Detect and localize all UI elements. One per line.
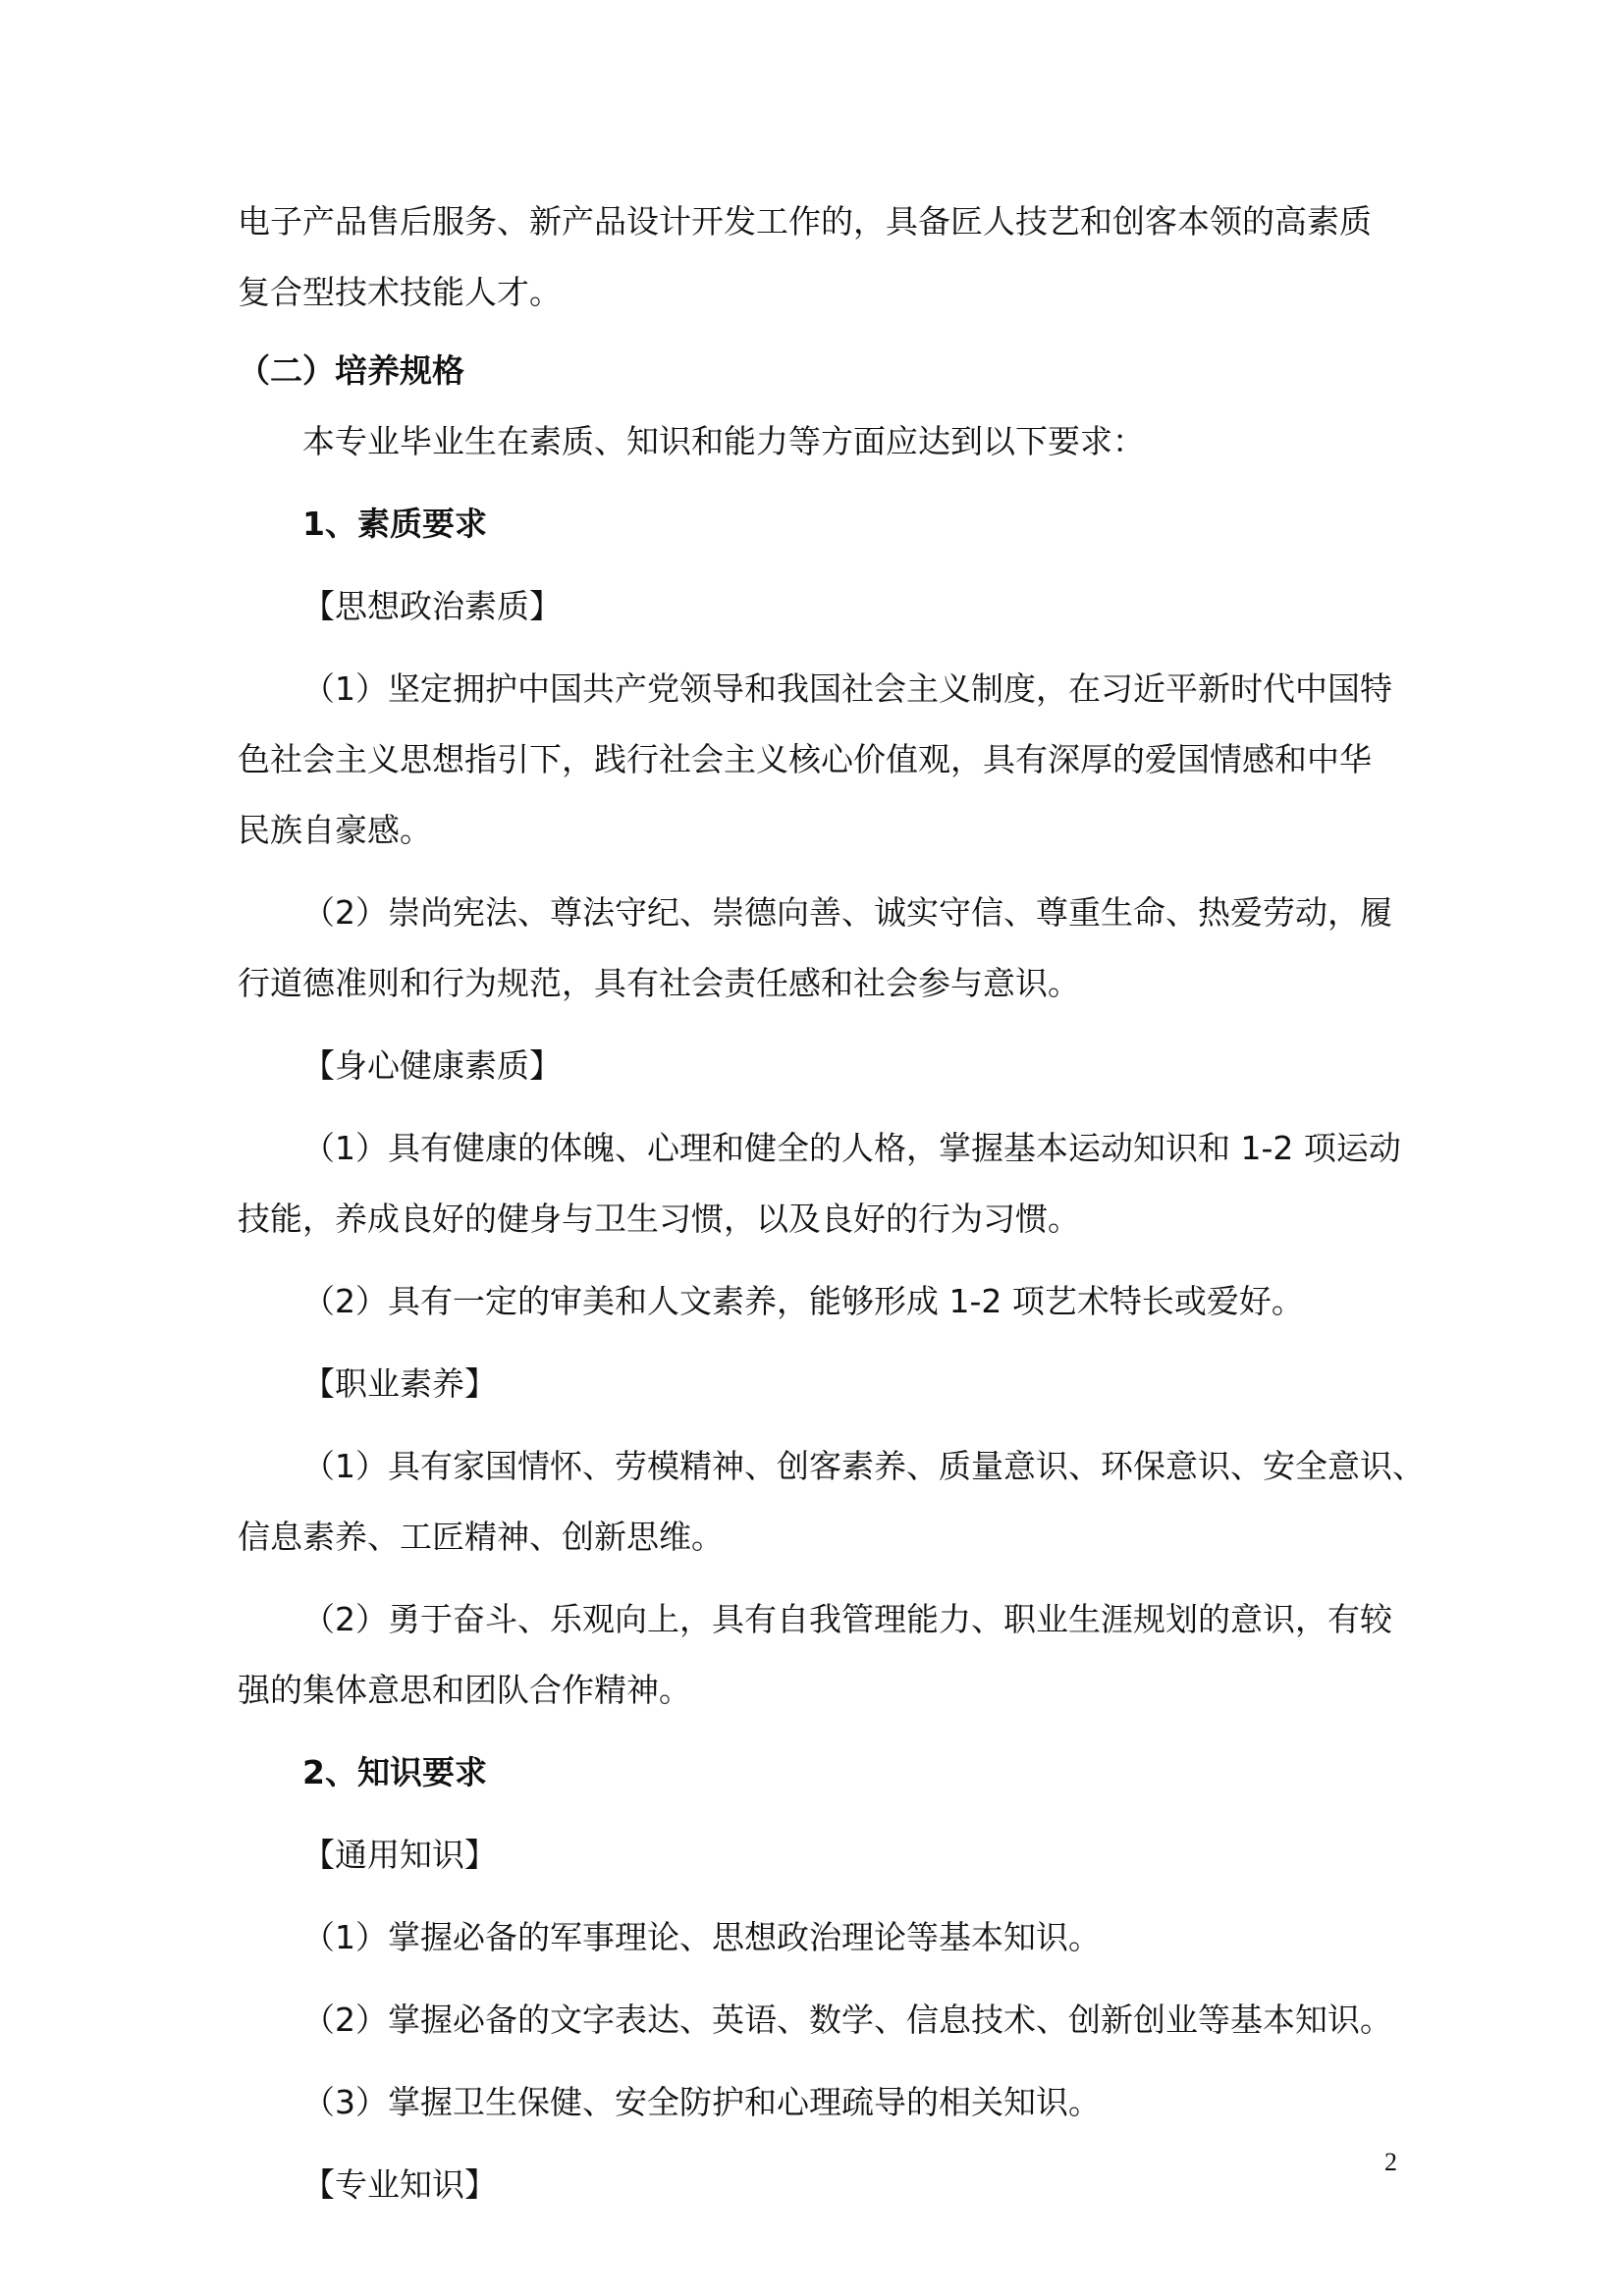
paragraph-line: （2）掌握必备的文字表达、英语、数学、信息技术、创新创业等基本知识。 <box>302 2001 1392 2039</box>
paragraph-line: 信息素养、工匠精神、创新思维。 <box>238 1518 724 1556</box>
paragraph-line: （1）坚定拥护中国共产党领导和我国社会主义制度，在习近平新时代中国特 <box>302 669 1392 708</box>
paragraph-line: 本专业毕业生在素质、知识和能力等方面应达到以下要求： <box>302 422 1145 460</box>
paragraph-line: 色社会主义思想指引下，践行社会主义核心价值观，具有深厚的爱国情感和中华 <box>238 740 1372 778</box>
paragraph-line: 民族自豪感。 <box>238 811 432 849</box>
paragraph-line: （1）具有健康的体魄、心理和健全的人格，掌握基本运动知识和 1-2 项运动 <box>302 1129 1401 1167</box>
category-label: 【专业知识】 <box>302 2165 497 2204</box>
category-label: 【身心健康素质】 <box>302 1046 562 1085</box>
category-label: 【思想政治素质】 <box>302 587 562 625</box>
document-body <box>238 187 1425 2220</box>
subsection-heading: 1、素质要求 <box>302 505 487 543</box>
page-number: 2 <box>1384 2148 1397 2176</box>
paragraph-line: 强的集体意思和团队合作精神。 <box>238 1671 691 1709</box>
paragraph-line: （2）具有一定的审美和人文素养，能够形成 1-2 项艺术特长或爱好。 <box>302 1282 1304 1320</box>
paragraph-line: 行道德准则和行为规范，具有社会责任感和社会参与意识。 <box>238 964 1080 1002</box>
section-heading: （二）培养规格 <box>238 351 464 390</box>
paragraph-line: （2）勇于奋斗、乐观向上，具有自我管理能力、职业生涯规划的意识，有较 <box>302 1600 1392 1638</box>
paragraph-line: （3）掌握卫生保健、安全防护和心理疏导的相关知识。 <box>302 2083 1101 2121</box>
paragraph-line: 复合型技术技能人才。 <box>238 273 562 311</box>
paragraph-line: 电子产品售后服务、新产品设计开发工作的，具备匠人技艺和创客本领的高素质 <box>238 202 1372 240</box>
paragraph-line: 技能，养成良好的健身与卫生习惯，以及良好的行为习惯。 <box>238 1200 1080 1238</box>
paragraph-line: （2）崇尚宪法、尊法守纪、崇德向善、诚实守信、尊重生命、热爱劳动，履 <box>302 893 1392 932</box>
paragraph-line: （1）掌握必备的军事理论、思想政治理论等基本知识。 <box>302 1918 1101 1956</box>
paragraph-line: （1）具有家国情怀、劳模精神、创客素养、质量意识、环保意识、安全意识、 <box>302 1447 1425 1485</box>
category-label: 【职业素养】 <box>302 1364 497 1403</box>
subsection-heading: 2、知识要求 <box>302 1753 487 1791</box>
category-label: 【通用知识】 <box>302 1836 497 1874</box>
